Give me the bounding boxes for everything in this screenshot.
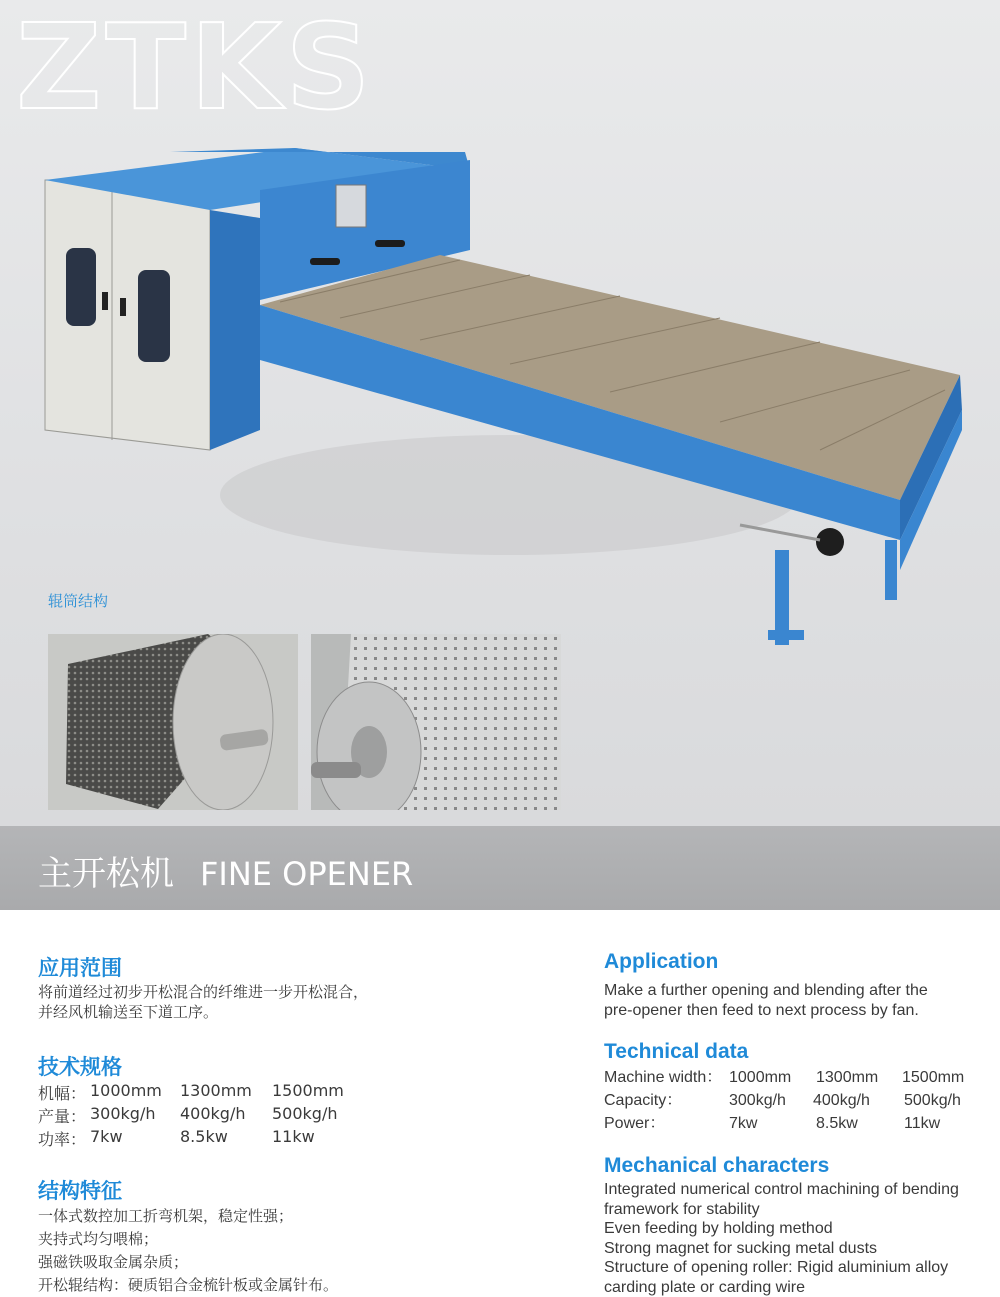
mechanical-text-en [604,1180,959,1297]
mechanical-line-cn: 强磁铁吸取金属杂质； [38,1251,338,1274]
row-value: 7kw [90,1127,123,1146]
row-value: 8.5kw [180,1127,228,1146]
application-text-cn [38,982,368,1022]
row-value: 300kg/h [729,1091,786,1111]
application-line-en: pre-opener then feed to next process by fan. [604,1001,928,1021]
row-value: 7kw [729,1114,757,1134]
application-line-cn: 并经风机输送至下道工序。 [38,1002,368,1022]
technical-heading-en: Technical data [604,1040,748,1064]
page-title [38,846,413,895]
mechanical-line-en: Integrated numerical control machining of bending [604,1180,959,1200]
application-heading-en: Application [604,950,718,974]
row-value: 1000mm [729,1068,791,1088]
title-cn: 主开松机 [38,854,174,894]
mechanical-line-en: Even feeding by holding method [604,1219,959,1239]
row-value: 1500mm [902,1068,964,1088]
row-value: 500kg/h [272,1104,338,1123]
row-value: 1300mm [180,1081,252,1100]
mechanical-line-cn: 开松辊结构：硬质铝合金梳针板或金属针布。 [38,1274,338,1297]
mechanical-heading-cn: 结构特征 [38,1175,122,1205]
row-value: 300kg/h [90,1104,156,1123]
mechanical-line-en: carding plate or carding wire [604,1278,959,1297]
row-label: Machine width： [604,1068,722,1088]
row-value: 1000mm [90,1081,162,1100]
row-value: 11kw [272,1127,315,1146]
brand-watermark: ZTKS [16,8,374,126]
application-line-cn: 将前道经过初步开松混合的纤维进一步开松混合， [38,982,368,1002]
title-en: FINE OPENER [200,855,413,893]
row-label: Capacity： [604,1091,682,1111]
row-label: 机幅： [38,1081,86,1104]
row-value: 1500mm [272,1081,344,1100]
application-text-en [604,981,928,1020]
application-heading-cn: 应用范围 [38,952,122,982]
row-value: 400kg/h [813,1091,870,1111]
technical-heading-cn: 技术规格 [38,1051,122,1081]
mechanical-line-cn: 一体式数控加工折弯机架，稳定性强； [38,1205,338,1228]
row-value: 11kw [904,1114,940,1134]
mechanical-text-cn [38,1205,338,1297]
mechanical-line-en: Structure of opening roller: Rigid aluminium alloy [604,1258,959,1278]
row-label: 功率： [38,1127,86,1150]
roller-caption: 辊筒结构 [48,590,108,611]
roller-photo-1 [48,634,298,810]
machine-image [40,130,970,660]
row-value: 8.5kw [816,1114,858,1134]
roller-photo-2 [311,634,561,810]
row-value: 400kg/h [180,1104,246,1123]
mechanical-line-en: framework for stability [604,1200,959,1220]
row-value: 1300mm [816,1068,878,1088]
application-line-en: Make a further opening and blending after the [604,981,928,1001]
row-label: 产量： [38,1104,86,1127]
mechanical-heading-en: Mechanical characters [604,1154,829,1178]
row-value: 500kg/h [904,1091,961,1111]
row-label: Power： [604,1114,665,1134]
mechanical-line-cn: 夹持式均匀喂棉； [38,1228,338,1251]
mechanical-line-en: Strong magnet for sucking metal dusts [604,1239,959,1259]
